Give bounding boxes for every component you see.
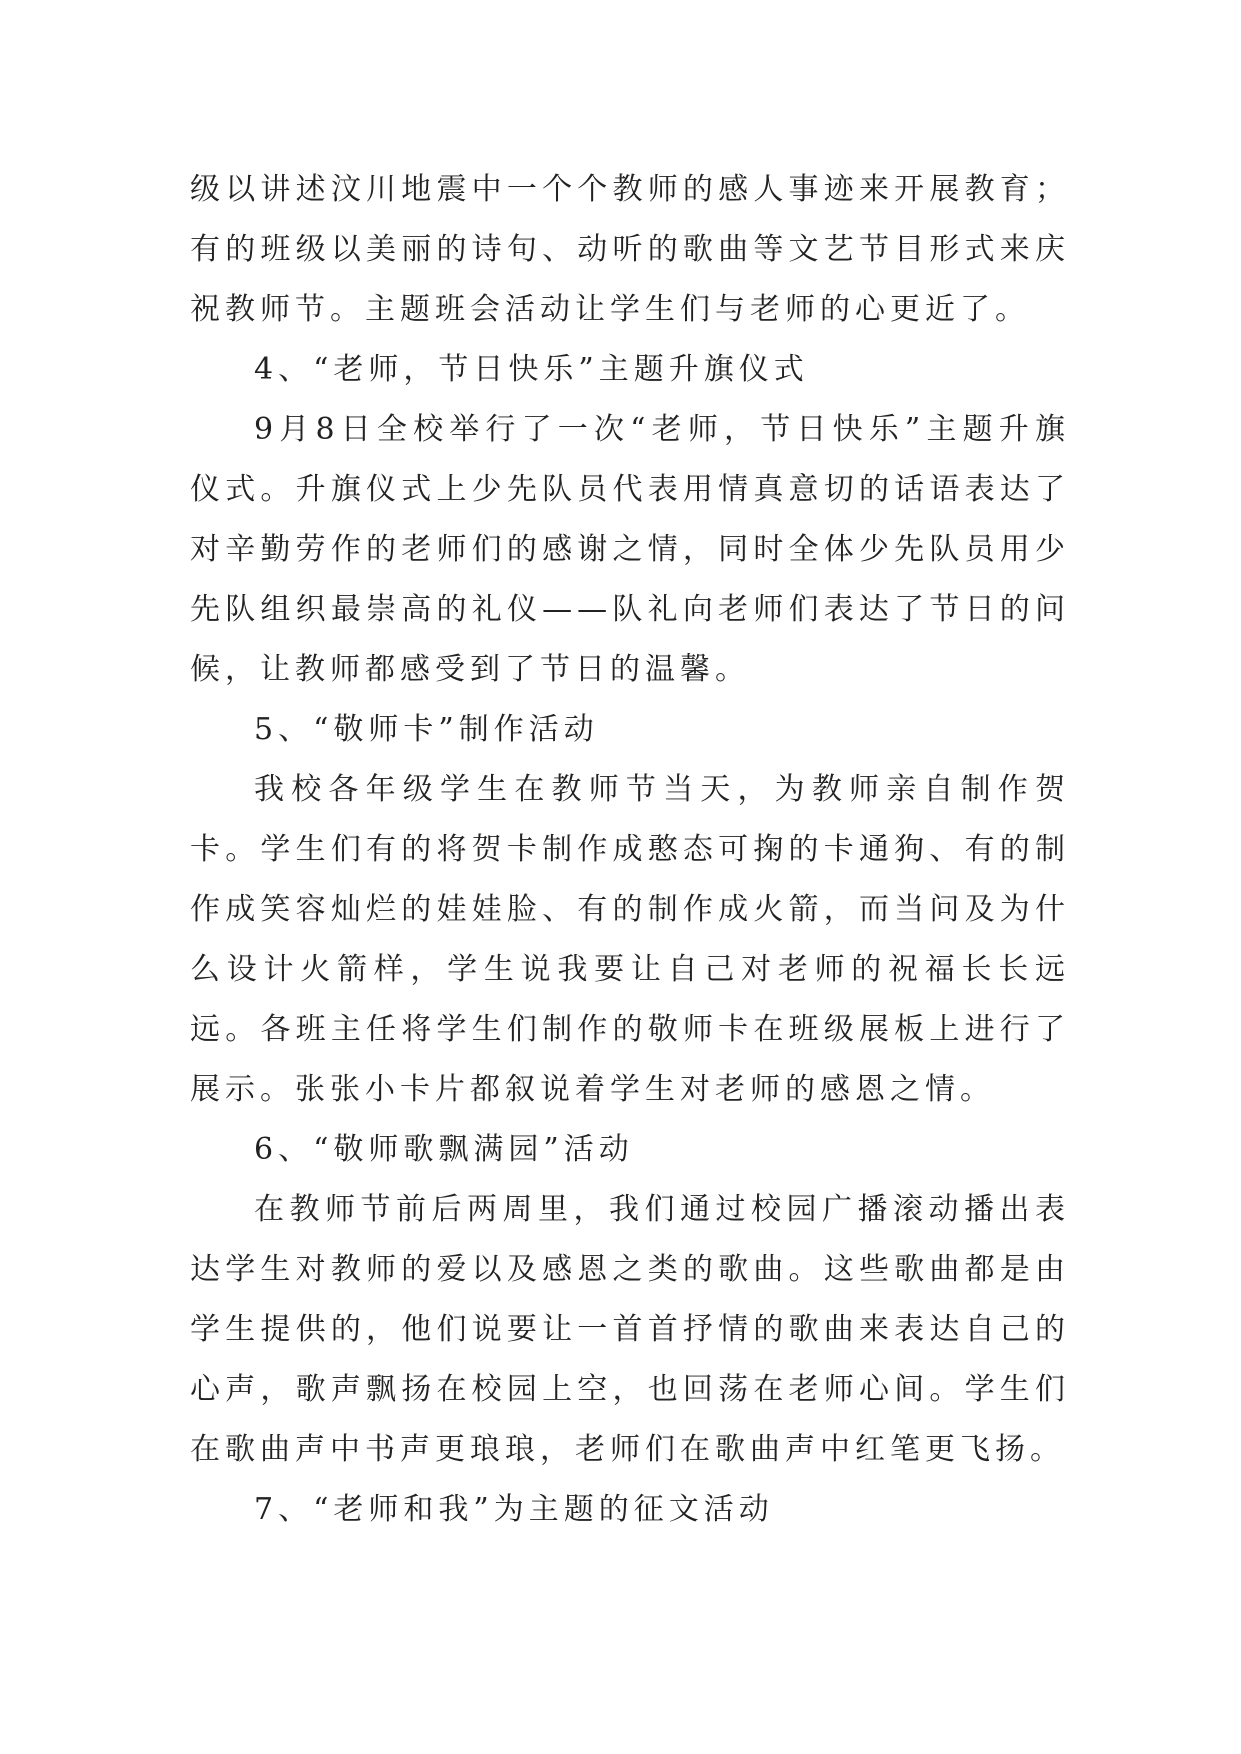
paragraph-flag-ceremony: 9月8日全校举行了一次“老师，节日快乐”主题升旗仪式。升旗仪式上少先队员代表用情真意切的话语表达了对辛勤劳作的老师们的感谢之情，同时全体少先队员用少先队组织最崇高的礼仪——队礼向老师们表达了节日的问候，让教师都感受到了节日的温馨。 — [190, 412, 1070, 687]
document-body — [190, 160, 1070, 1540]
section-heading-flag-ceremony: 4、“老师，节日快乐”主题升旗仪式 — [254, 352, 809, 387]
section-heading-songs: 6、“敬师歌飘满园”活动 — [254, 1132, 634, 1167]
paragraph-continuation: 级以讲述汶川地震中一个个教师的感人事迹来开展教育；有的班级以美丽的诗句、动听的歌曲等文艺节目形式来庆祝教师节。主题班会活动让学生们与老师的心更近了。 — [190, 172, 1070, 327]
paragraph-songs: 在教师节前后两周里，我们通过校园广播滚动播出表达学生对教师的爱以及感恩之类的歌曲。这些歌曲都是由学生提供的，他们说要让一首首抒情的歌曲来表达自己的心声，歌声飘扬在校园上空，也回荡在老师心间。学生们在歌曲声中书声更琅琅，老师们在歌曲声中红笔更飞扬。 — [190, 1192, 1070, 1467]
section-heading-teacher-card: 5、“敬师卡”制作活动 — [254, 712, 599, 747]
paragraph-teacher-card: 我校各年级学生在教师节当天，为教师亲自制作贺卡。学生们有的将贺卡制作成憨态可掬的卡通狗、有的制作成笑容灿烂的娃娃脸、有的制作成火箭，而当问及为什么设计火箭样，学生说我要让自己对老师的祝福长长远远。各班主任将学生们制作的敬师卡在班级展板上进行了展示。张张小卡片都叙说着学生对老师的感恩之情。 — [190, 772, 1070, 1107]
section-heading-essay: 7、“老师和我”为主题的征文活动 — [254, 1492, 774, 1527]
